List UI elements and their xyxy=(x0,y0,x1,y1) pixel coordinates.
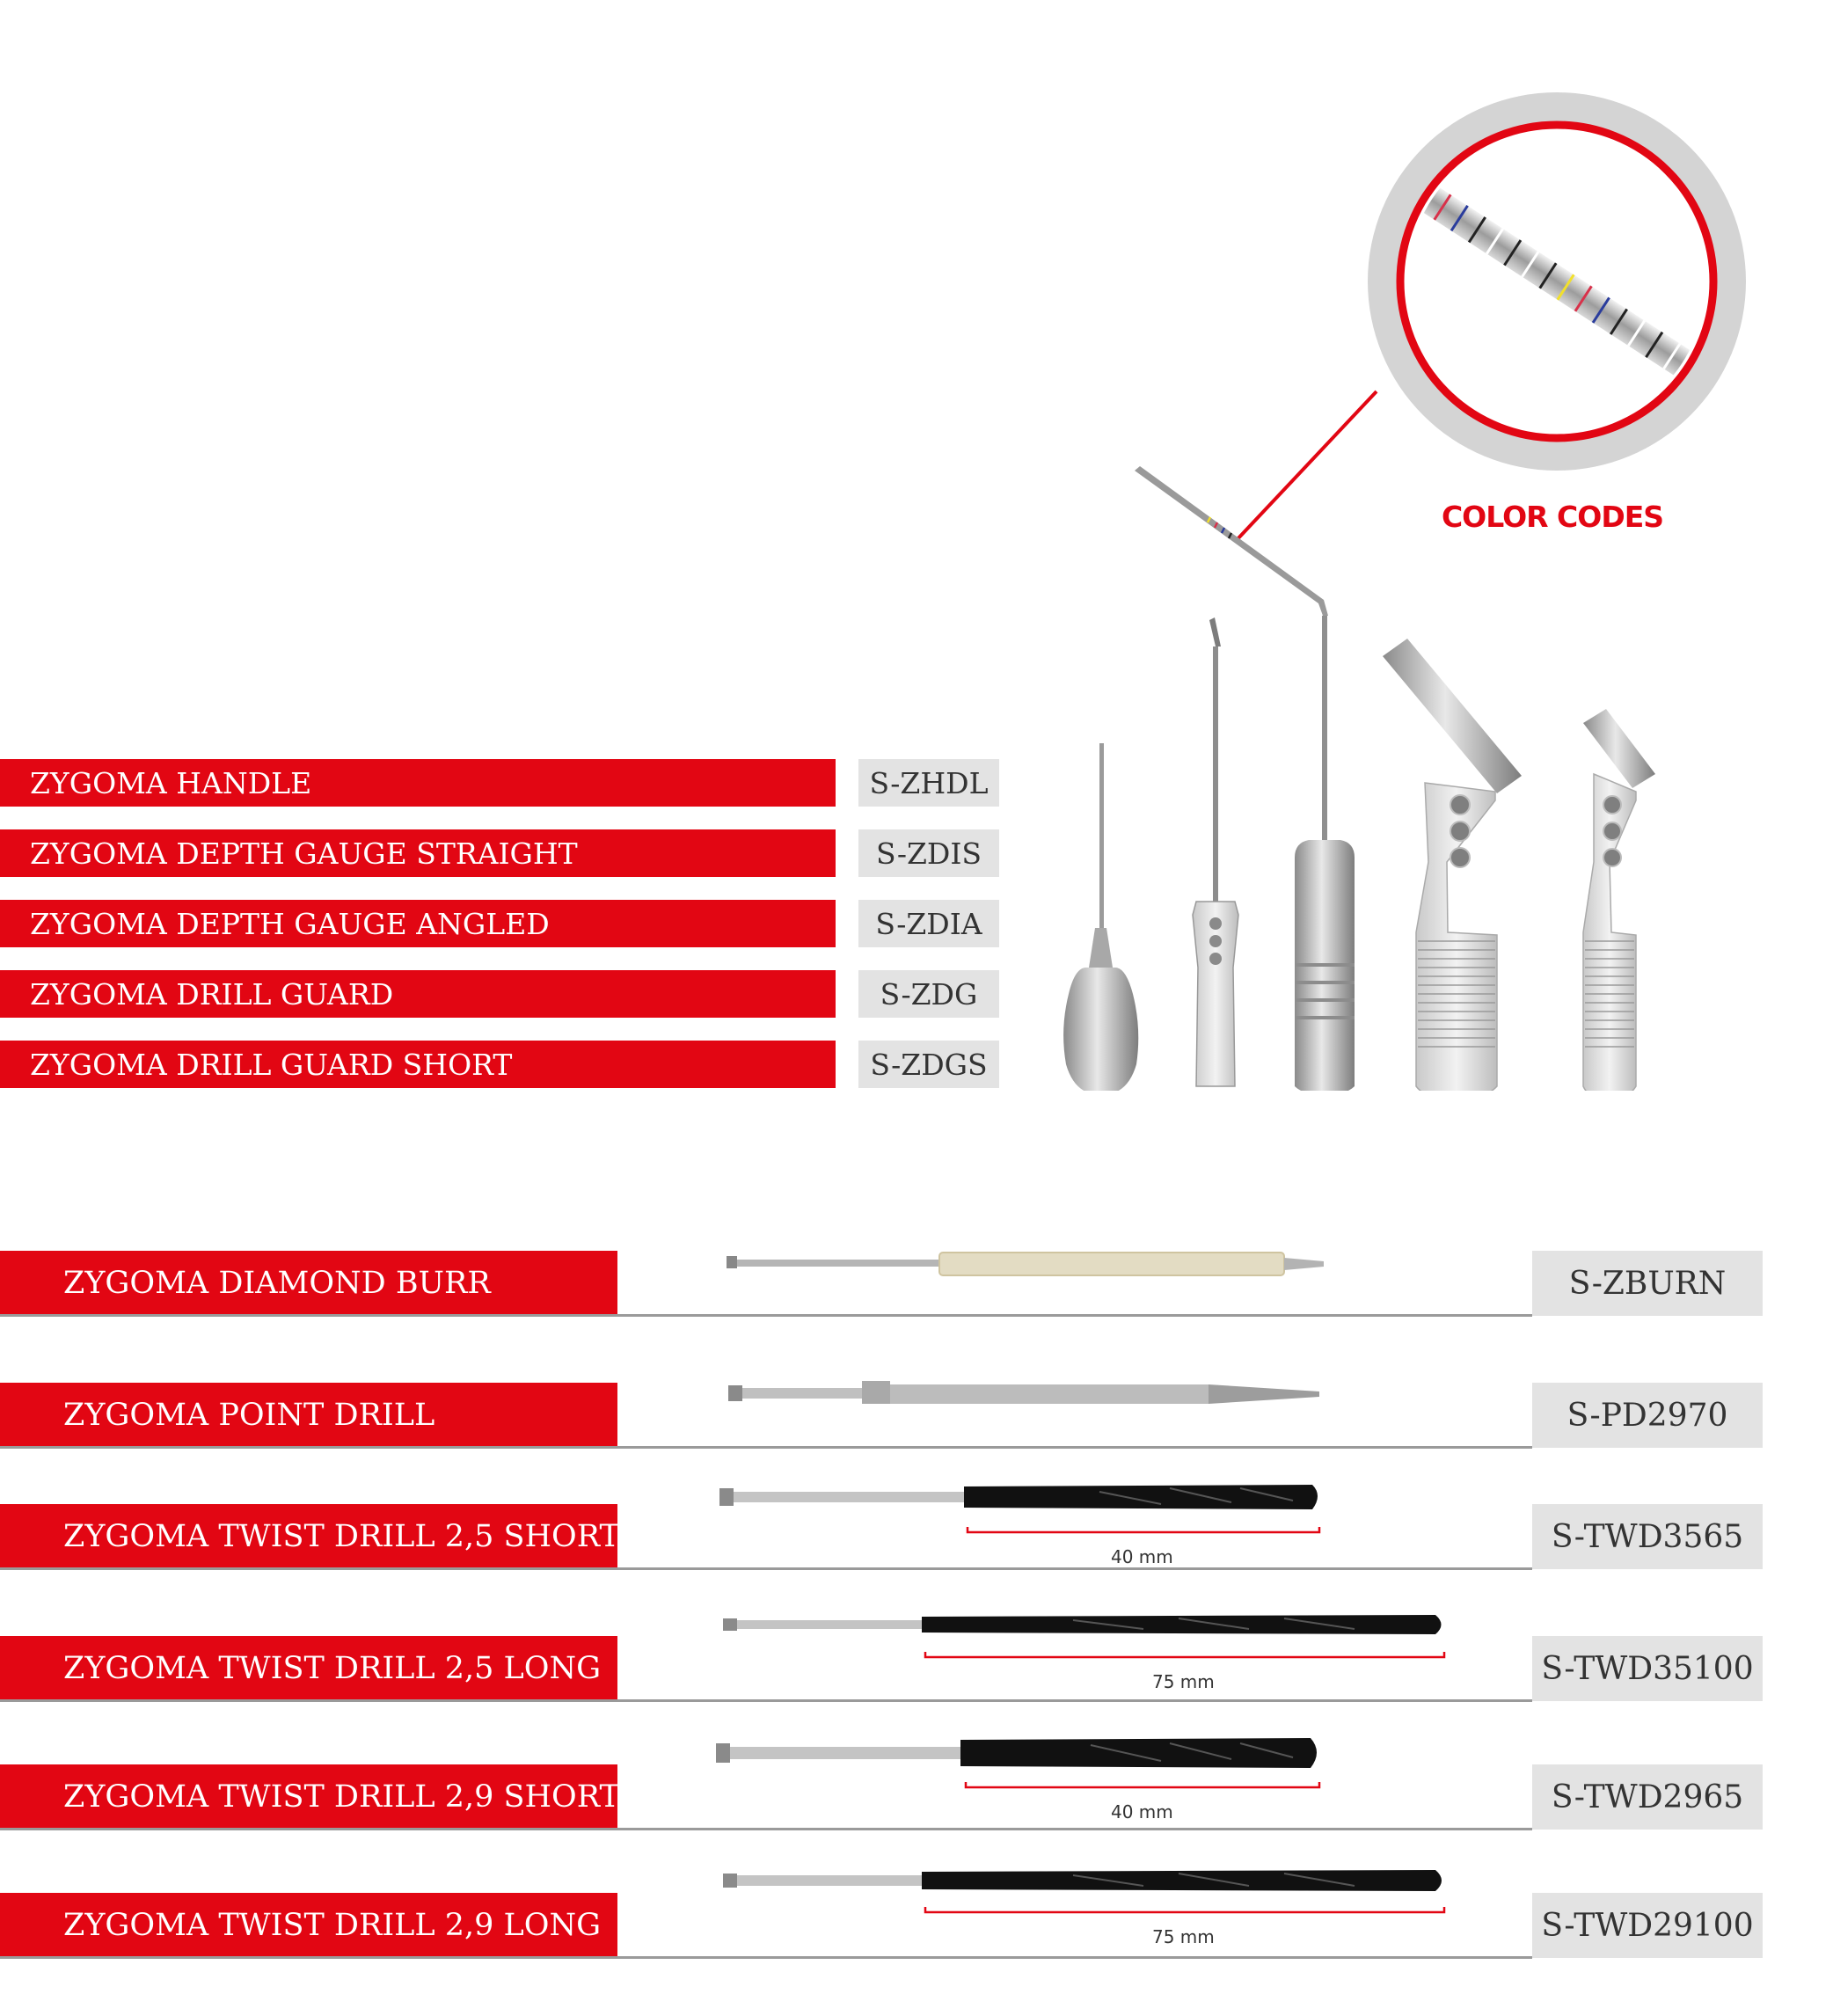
row-divider xyxy=(0,1956,1532,1959)
product-name-drill-guard: ZYGOMA DRILL GUARD xyxy=(0,970,836,1018)
drill-name-twist-25-short: ZYGOMA TWIST DRILL 2,5 SHORT xyxy=(0,1504,617,1569)
product-name-depth-gauge-straight: ZYGOMA DEPTH GAUGE STRAIGHT xyxy=(0,829,836,877)
drill-code-diamond-burr: S-ZBURN xyxy=(1532,1251,1763,1316)
twist-drill-29-short-illustration xyxy=(712,1733,1346,1803)
twist-drill-29-long-illustration xyxy=(712,1863,1451,1925)
diamond-burr-illustration xyxy=(721,1240,1337,1293)
row-divider xyxy=(0,1828,1532,1830)
handle-instrument xyxy=(1063,743,1138,1091)
row-divider xyxy=(0,1699,1532,1702)
drill-code-twist-29-long: S-TWD29100 xyxy=(1532,1893,1763,1958)
instruments-illustration xyxy=(1038,457,1829,1091)
drill-name-point-drill: ZYGOMA POINT DRILL xyxy=(0,1383,617,1448)
row-divider xyxy=(0,1314,1532,1317)
drill-guard-instrument xyxy=(1383,639,1522,1091)
drill-code-twist-25-long: S-TWD35100 xyxy=(1532,1636,1763,1701)
row-divider xyxy=(0,1446,1532,1449)
drill-code-twist-29-short: S-TWD2965 xyxy=(1532,1764,1763,1830)
twist-drill-25-short-illustration xyxy=(712,1478,1346,1548)
product-code-depth-gauge-straight: S-ZDIS xyxy=(858,829,999,877)
product-code-depth-gauge-angled: S-ZDIA xyxy=(858,900,999,947)
drill-name-twist-29-long: ZYGOMA TWIST DRILL 2,9 LONG xyxy=(0,1893,617,1958)
product-code-drill-guard: S-ZDG xyxy=(858,970,999,1018)
depth-gauge-angled-instrument xyxy=(1135,466,1355,1091)
drill-code-twist-25-short: S-TWD3565 xyxy=(1532,1504,1763,1569)
depth-gauge-straight-instrument xyxy=(1193,617,1238,1086)
length-label: 75 mm xyxy=(1152,1671,1215,1692)
product-name-depth-gauge-angled: ZYGOMA DEPTH GAUGE ANGLED xyxy=(0,900,836,947)
product-name-handle: ZYGOMA HANDLE xyxy=(0,759,836,807)
length-label: 40 mm xyxy=(1111,1546,1173,1567)
drill-name-diamond-burr: ZYGOMA DIAMOND BURR xyxy=(0,1251,617,1316)
product-code-drill-guard-short: S-ZDGS xyxy=(858,1041,999,1088)
drill-name-twist-29-short: ZYGOMA TWIST DRILL 2,9 SHORT xyxy=(0,1764,617,1830)
row-divider xyxy=(0,1567,1532,1570)
drill-name-twist-25-long: ZYGOMA TWIST DRILL 2,5 LONG xyxy=(0,1636,617,1701)
drill-code-point-drill: S-PD2970 xyxy=(1532,1383,1763,1448)
product-code-handle: S-ZHDL xyxy=(858,759,999,807)
length-label: 40 mm xyxy=(1111,1801,1173,1822)
product-name-drill-guard-short: ZYGOMA DRILL GUARD SHORT xyxy=(0,1041,836,1088)
point-drill-illustration xyxy=(721,1368,1337,1421)
color-codes-label: COLOR CODES xyxy=(1441,500,1664,534)
length-label: 75 mm xyxy=(1152,1926,1215,1947)
twist-drill-25-long-illustration xyxy=(712,1608,1451,1669)
drill-guard-short-instrument xyxy=(1583,709,1655,1091)
